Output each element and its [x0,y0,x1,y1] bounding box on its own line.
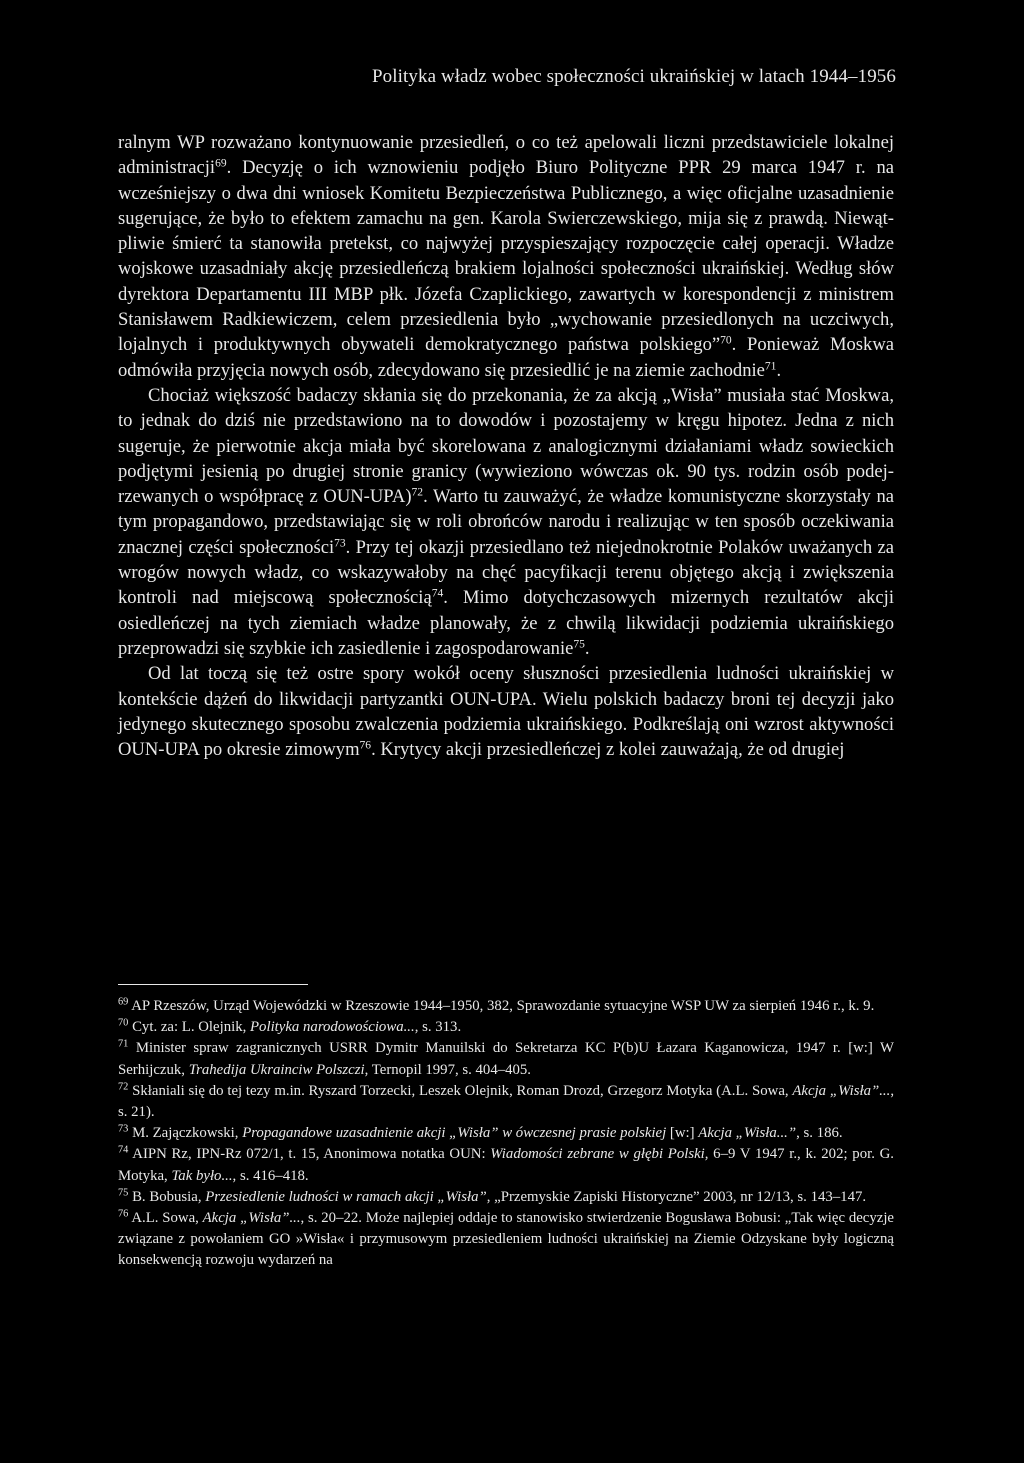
text-run: . [776,359,782,381]
text-run: . Mimo dotychczasowych mizernych rezultatów akcji osiedleńczej na tych ziemiach władze planowały, że z chwilą likwidacji podziemia ukraińskiego przeprowadzi się szybkie ich zasiedlenie i zagospodarowanie [118,587,894,659]
text-run: ralnym WP rozważano kontynuowanie przesiedleń, o co też apelowali liczni przedstawiciele lokalnej administracji [118,132,894,179]
text-run: Skłaniali się do tej tezy m.in. Ryszard Torzecki, Leszek Olejnik, Roman Drozd, Grzegorz Motyka (A.L. Sowa, [132,1082,793,1099]
paragraph [118,383,894,661]
footnote-separator [118,984,308,985]
text-run: , s. 313. [414,1019,462,1036]
text-run: [w:] [666,1125,699,1142]
text-run: Minister spraw zagranicznych USRR Dymitr Manuilski do Sekretarza KC P(b)U Łazara Kaganowicza, 1947 r. [w:] W Serhijczuk, [118,1040,894,1078]
footnote-number: 69 [118,996,129,1008]
text-run: . Przy tej okazji przesiedlano też niejednokrotnie Polaków uważanych za wrogów nowych władz, co wskazywałoby na chęć pacyfikacji terenu objętego akcją i zwiększenia kontroli nad miejscową społecznością [118,536,894,609]
footnote-number: 72 [118,1081,129,1093]
italic-title: Tak było... [171,1167,233,1184]
text-run: . Decyzję o ich wznowieniu podjęło Biuro Polityczne PPR 29 marca 1947 r. na wcześniejszy o dwa dni wniosek Komitetu Bezpieczeństwa Publicznego, a więc oficjalne uzasadnienie sugerujące, że było to efektem zamachu na gen. Karola Swierczewskiego, mija się z prawdą. Niewątpliwie śmierć ta stanowiła pretekst, co najwyżej przyspieszający rozpoczęcie całej operacji. Władze wojskowe uzasadniały akcję przesiedleńczą brakiem lojalności społeczności ukraińskiej. Według słów dyrektora Departamentu III MBP płk. Józefa Czaplickiego, zawartych w korespondencji z ministrem Stanisławem Radkiewiczem, celem przesiedlenia było „wychowanie przesiedlonych na uczciwych, lojalnych i produktywnych obywateli demokratycznego państwa polskiego” [118,157,894,356]
footnote-number: 71 [118,1038,129,1050]
text-run: , Ternopil 1997, s. 404–405. [364,1061,532,1078]
text-run: Od lat toczą się też ostre spory wokół oceny słuszności przesiedlenia ludności ukraińskiej w kontekście dążeń do likwidacji partyzantki OUN-UPA. Wielu polskich badaczy broni tej decyzji jako jedynego skutecznego sposobu zwalczenia podziemia ukraińskiego. Podkreślają oni wzrost aktywności OUN-UPA po okresie zimowym [118,663,894,761]
paragraph [118,130,894,383]
footnote [118,1038,894,1080]
footnote [118,1123,894,1144]
footnote-ref: 70 [720,335,732,348]
footnotes [118,996,894,1272]
italic-title: Propagandowe uzasadnienie akcji „Wisła” w ówczesnej prasie polskiej [242,1125,667,1142]
footnote [118,1187,894,1208]
footnote-number: 76 [118,1208,129,1220]
footnote [118,1017,894,1038]
footnote-number: 70 [118,1017,129,1029]
running-header: Polityka władz wobec społeczności ukraińskiej w latach 1944–1956 [371,66,896,87]
text-run: . Ponieważ Moskwa odmówiła przyjęcia nowych osób, zdecydowano się przesiedlić je na ziemie zachodnie [118,334,894,381]
italic-title: Akcja „Wisła...” [698,1125,797,1142]
text-run: Cyt. za: L. Olejnik, [132,1019,251,1036]
text-run: , s. 186. [796,1125,843,1142]
text-run: , s. 21). [118,1082,895,1121]
footnote-ref: 71 [764,360,777,373]
footnote-number: 73 [118,1123,129,1135]
footnote [118,996,894,1017]
text-run: M. Zajączkowski, [132,1125,243,1142]
footnote [118,1208,894,1272]
text-run: . Warto tu zauważyć, że władze komunistyczne skorzystały na tym propagandowo, przedstawiając się w roli obrońców narodu i realizując w ten sposób oczekiwania znacznej części społeczności [118,486,894,558]
footnote-number: 74 [118,1144,129,1156]
italic-title: Trahedija Ukrainciw Polszczi [188,1061,365,1078]
text-run: B. Bobusia, [132,1188,206,1205]
footnote-ref: 76 [359,739,372,752]
footnote-ref: 72 [411,486,424,499]
footnote [118,1081,894,1123]
text-run: AIPN Rz, IPN-Rz 072/1, t. 15, Anonimowa notatka OUN: [132,1146,491,1163]
italic-title: Wiadomości zebrane w głębi Polski, [490,1146,709,1163]
text-run: . Krytycy akcji przesiedleńczej z kolei zauważają, że od drugiej [371,739,845,761]
italic-title: Przesiedlenie ludności w ramach akcji „Wisła” [205,1188,487,1205]
text-run: , s. 20–22. Może najlepiej oddaje to stanowisko stwierdzenie Bogusława Bobusi: „Tak więc decyzje związane z powołaniem GO »Wisła« i przymusowym przesiedleniem ludności ukraińskiej na Ziemie Odzyskane były logiczną konsekwencją rozwoju wydarzeń na [118,1210,895,1269]
footnote-ref: 69 [215,157,227,170]
text-run: AP Rzeszów, Urząd Wojewódzki w Rzeszowie 1944–1950, 382, Sprawozdanie sytuacyjne WSP UW za sierpień 1946 r., k. 9. [131,998,875,1014]
footnote-ref: 74 [431,588,444,601]
footnote [118,1144,894,1186]
main-text [118,130,894,762]
footnote-number: 75 [118,1187,129,1199]
text-run: A.L. Sowa, [131,1210,203,1227]
text-run: 6–9 V 1947 r., k. 202; por. G. Motyka, [118,1146,894,1184]
italic-title: Akcja „Wisła”... [202,1210,301,1227]
text-run: , s. 416–418. [232,1167,309,1184]
text-run: Chociaż większość badaczy skłania się do przekonania, że za akcją „Wisła” musiała stać Moskwa, to jednak do dziś nie przedstawiono na to dowodów i pozostajemy w kręgu hipotez. Jedna z nich sugeruje, że pierwotnie akcja miała być skorelowana z analogicznymi działaniami władz sowieckich podjętymi jesienią po drugiej stronie granicy (wywieziono wówczas ok. 90 tys. rodzin osób podejrzewanych o współpracę z OUN-UPA) [118,384,894,508]
footnote-ref: 75 [573,638,585,651]
paragraph [118,661,894,762]
italic-title: Akcja „Wisła”... [792,1082,891,1099]
footnote-ref: 73 [334,537,346,550]
text-run: , „Przemyskie Zapiski Historyczne” 2003, nr 12/13, s. 143–147. [486,1188,867,1205]
text-run: . [584,637,590,659]
italic-title: Polityka narodowościowa... [250,1019,415,1036]
